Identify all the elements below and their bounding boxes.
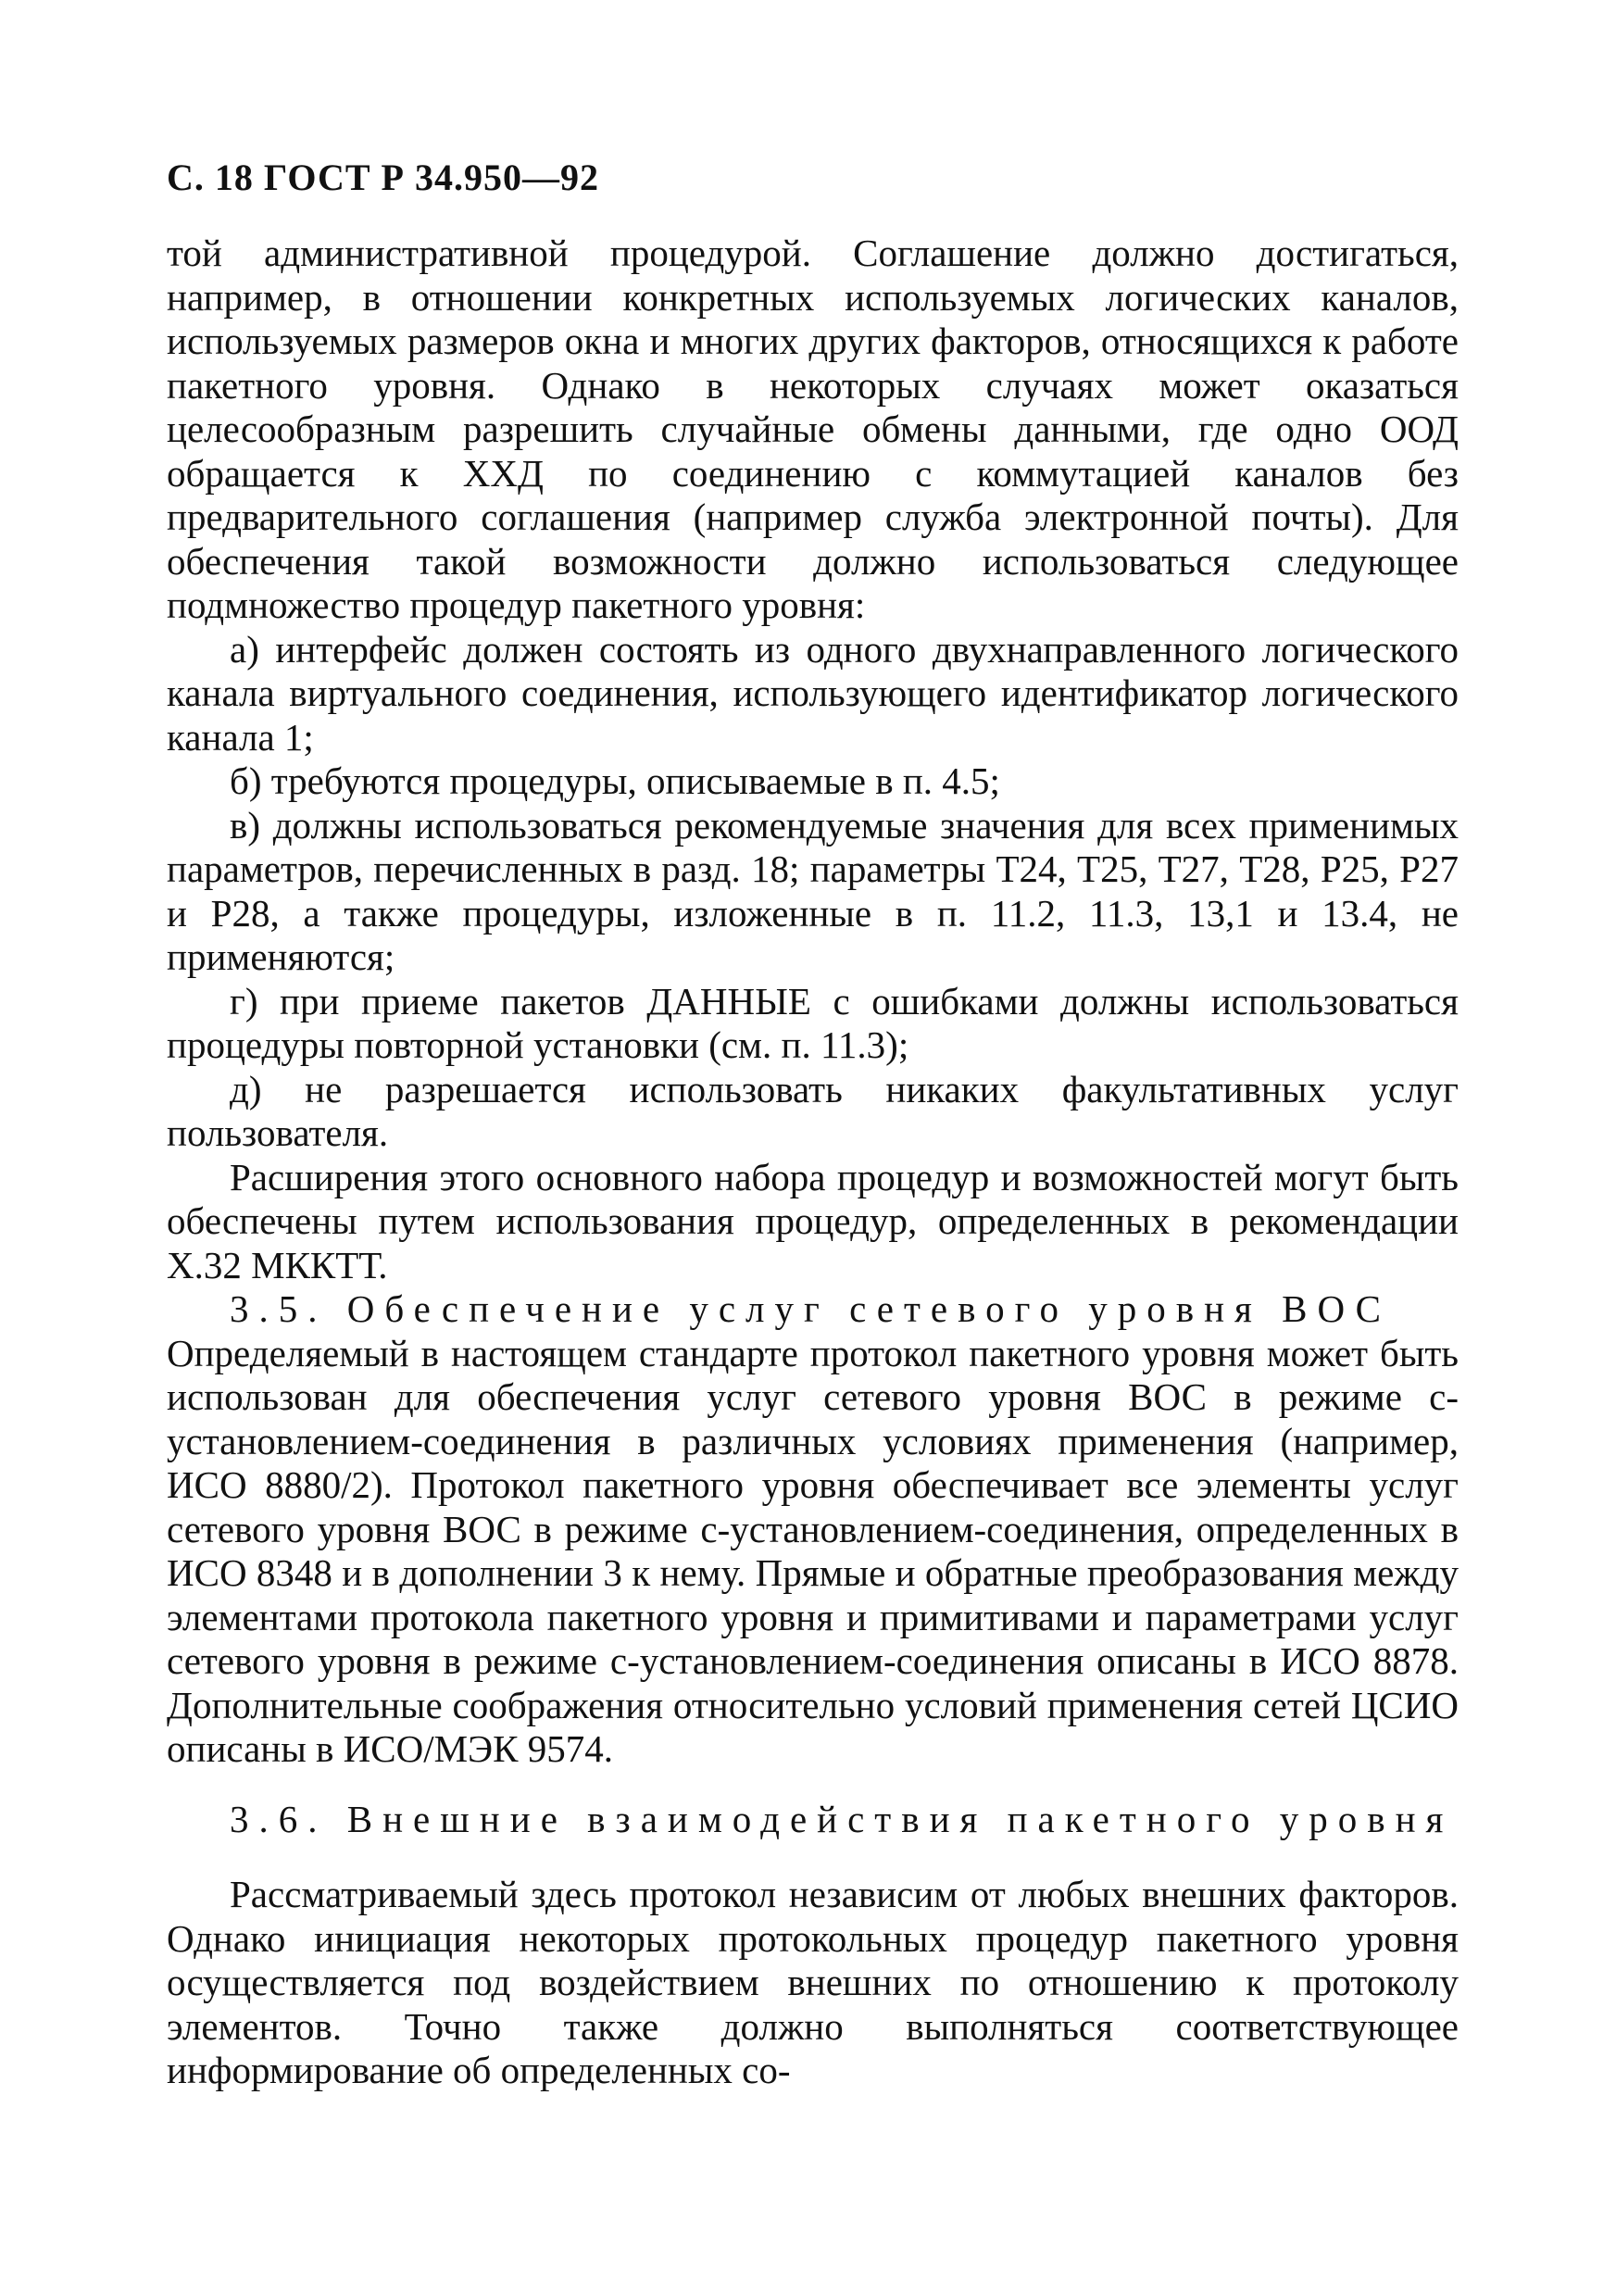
paragraph-osi-services: Определяемый в настоящем стандарте протокол пакетного уровня может быть использован для обеспечения услуг сетевого уровня ВОС в режиме с-установлением-соединения в различных условиях применения (например, ИСО 8880/2). Протокол пакетного уровня обеспечивает все элементы услуг сетевого уровня ВОС в режиме с-установлением-соединения, определенных в ИСО 8348 и в дополнении 3 к нему. Прямые и обратные преобразования между элементами протокола пакетного уровня и примитивами и параметрами услуг сетевого уровня в режиме с-установлением-соединения описаны в ИСО 8878. Дополнительные соображения относительно условий применения сетей ЦСИО описаны в ИСО/МЭК 9574. xyxy=(167,1331,1459,1770)
list-item-a: а) интерфейс должен состоять из одного двухнаправленного логического канала виртуального соединения, использующего идентификатор логического канала 1; xyxy=(167,627,1459,759)
list-item-v: в) должны использоваться рекомендуемые значения для всех применимых параметров, перечисленных в разд. 18; параметры Т24, Т25, Т27, Т28, Р25, Р27 и Р28, а также процедуры, изложенные в п. 11.2, 11.3, 13,1 и 13.4, не применяются; xyxy=(167,803,1459,978)
list-item-b: б) требуются процедуры, описываемые в п. 4.5; xyxy=(230,759,1000,802)
list-item-d: д) не разрешается использовать никаких факультативных услуг пользователя. xyxy=(167,1067,1459,1154)
paragraph-intro: той административной процедурой. Соглашение должно достигаться, например, в отношении конкретных используемых логических каналов, используемых размеров окна и многих других факторов, относящихся к работе пакетного уровня. Однако в некоторых случаях может оказаться целесообразным разрешить случайные обмены данными, где одно ООД обращается к ХХД по соединению с коммутацией каналов без предварительного соглашения (например служба электронной почты). Для обеспечения такой возможности должно использоваться следующее подмножество процедур пакетного уровня: xyxy=(167,232,1459,626)
paragraph-extensions: Расширения этого основного набора процедур и возможностей могут быть обеспечены путем использования процедур, определенных в рекомендации Х.32 МККТТ. xyxy=(167,1155,1459,1286)
section-heading-3-5: 3.5. Обеспечение услуг сетевого уровня ВОС xyxy=(230,1287,1391,1330)
page-header: С. 18 ГОСТ Р 34.950—92 xyxy=(167,157,599,198)
body-text xyxy=(167,232,1459,2093)
list-item-g: г) при приеме пакетов ДАННЫЕ с ошибками должны использоваться процедуры повторной установки (см. п. 11.3); xyxy=(167,979,1459,1066)
paragraph-external-interactions: Рассматриваемый здесь протокол независим от любых внешних факторов. Однако инициация некоторых протокольных процедур пакетного уровня осуществляется под воздействием внешних по отношению к протоколу элементов. Точно также должно выполняться соответствующее информирование об определенных со- xyxy=(167,1873,1459,2091)
section-heading-3-6: 3.6. Внешние взаимодействия пакетного уровня xyxy=(230,1797,1454,1840)
